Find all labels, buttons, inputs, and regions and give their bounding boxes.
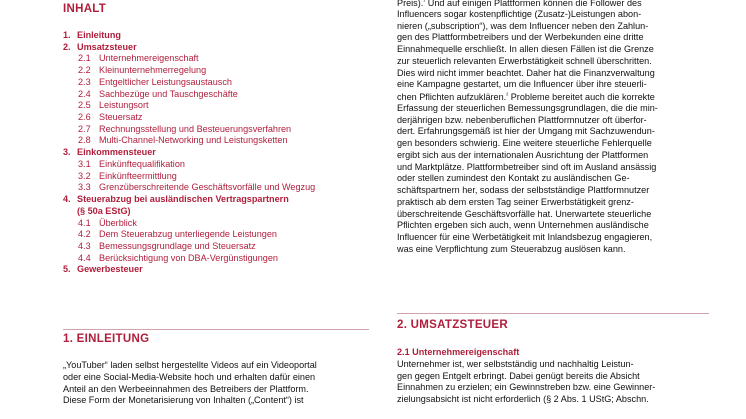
divider [397,313,709,314]
toc-entry[interactable]: 2.4 Sachbezüge und Tauschgeschäfte [78,88,238,99]
toc-entry[interactable]: 3.3 Grenzüberschreitende Geschäftsvorfälle und Wegzug [78,182,316,193]
divider [63,329,369,330]
umsatzsteuer-paragraph: 2.1 Unternehmereigenschaft Unternehmer ist, wer selbstständig und nachhaltig Leistun- gen gegen Entgelt erbringt. Dabei genügt bereits die Absicht Einnahmen zu erzielen; ein Gewinnstreben bzw. eine Gewinner- zielungsabsicht ist nicht erforderlich (§ 2 Abs. 1 UStG; Abschn. [397,347,709,406]
toc-entry[interactable]: 4.4 Berücksichtigung von DBA-Vergünstigungen [78,252,278,263]
toc-entry[interactable]: 2. Umsatzsteuer [63,41,137,52]
toc-entry[interactable]: 4. Steuerabzug bei ausländischen Vertragspartnern [63,194,289,205]
toc-entry[interactable]: 3. Einkommensteuer [63,147,156,158]
table-of-contents [63,30,373,276]
toc-entry[interactable]: 1. Einleitung [63,30,121,40]
footnote-marker[interactable]: ² [506,93,509,99]
subsection-heading: 2.1 Unternehmereigenschaft [397,347,520,357]
toc-entry[interactable]: 4.1 Überblick [78,217,137,228]
toc-entry[interactable]: 2.1 Unternehmereigenschaft [78,53,199,64]
toc-entry[interactable]: 2.3 Entgeltlicher Leistungsaustausch [78,76,232,87]
section-heading-umsatzsteuer: 2. UMSATZSTEUER [397,319,508,331]
footnote-marker[interactable]: ¹ [423,0,426,5]
right-column-paragraph: Preis).$^{^1}$ Und auf einigen Plattformen können die Follower des Influencers sogar kostenpflichtige (Zusatz-)Leistungen abon- nieren („subscription“), was dem Influencer neben den Zahlun- gen des Plattformbetreibers und der Werbekunden eine dritte Einnahmequelle erschließt. In allen diesen Fällen ist die Grenze zur steuerlich relevanten Erwerbstätigkeit schnell überschritten. Dies wird nicht immer beachtet. Daher hat die Finanzverwaltung eine Kampagne gestartet, um die Influencer über ihre steuerli- chen Pflichten aufzuklären.$^{^2}$ Probleme bereitet auch die korrekte Erfassung der steuerlichen Bemessungsgrundlagen, die die min- derjährigen bzw. nebenberuflichen Plattformnutzer oft überfor- dert. Erfahrungsgemäß ist hier der Umgang mit Sachzuwendun- gen besonders schwierig. Eine weitere steuerliche Fehlerquelle ergibt sich aus der internationalen Ausrichtung der Plattformen und Marktplätze. Plattformbetreiber sind oft im Ausland ansässig oder stellen zumindest den Kontakt zu ausländischen Ge- schäftspartnern her, sodass der selbstständige Plattformnutzer praktisch ab dem ersten Tag seiner Erwerbstätigkeit grenz- überschreitende Geschäftsvorfälle hat. Unerwartete steuerliche Pflichten ergeben sich auch, wenn Unternehmen ausländische Influencer für eine Werbetätigkeit mit Inlandsbezug engagieren, was eine Verpflichtung zum Steuerabzug auslösen kann. [397,0,658,254]
toc-entry[interactable]: 2.2 Kleinunternehmerregelung [78,65,207,76]
toc-entry[interactable]: 3.2 Einkünfteermittlung [78,170,177,181]
toc-entry[interactable]: 2.6 Steuersatz [78,112,143,123]
toc-entry[interactable]: 5. Gewerbesteuer [63,264,143,275]
toc-entry[interactable]: 2.7 Rechnungsstellung und Besteuerungsverfahren [78,123,292,134]
toc-entry[interactable]: 2.5 Leistungsort [78,100,149,111]
toc-entry[interactable]: 4.3 Bemessungsgrundlage und Steuersatz [78,240,256,251]
toc-entry-continuation[interactable]: (§ 50a EStG) [77,205,131,216]
toc-title: INHALT [63,3,107,15]
toc-entry[interactable]: 4.2 Dem Steuerabzug unterliegende Leistungen [78,229,277,240]
section-heading-einleitung: 1. EINLEITUNG [63,333,150,345]
toc-entry[interactable]: 2.8 Multi-Channel-Networking und Leistungsketten [78,135,288,146]
einleitung-paragraph: „YouTuber“ laden selbst hergestellte Videos auf ein Videoportal oder eine Social-Media-Website hoch und erhalten dafür einen Anteil an den Werbeeinnahmen des Betreibers der Plattform. Diese Form der Monetarisierung von Inhalten („Content“) ist [63,360,317,406]
toc-entry[interactable]: 3.1 Einkünftequalifikation [78,158,185,169]
